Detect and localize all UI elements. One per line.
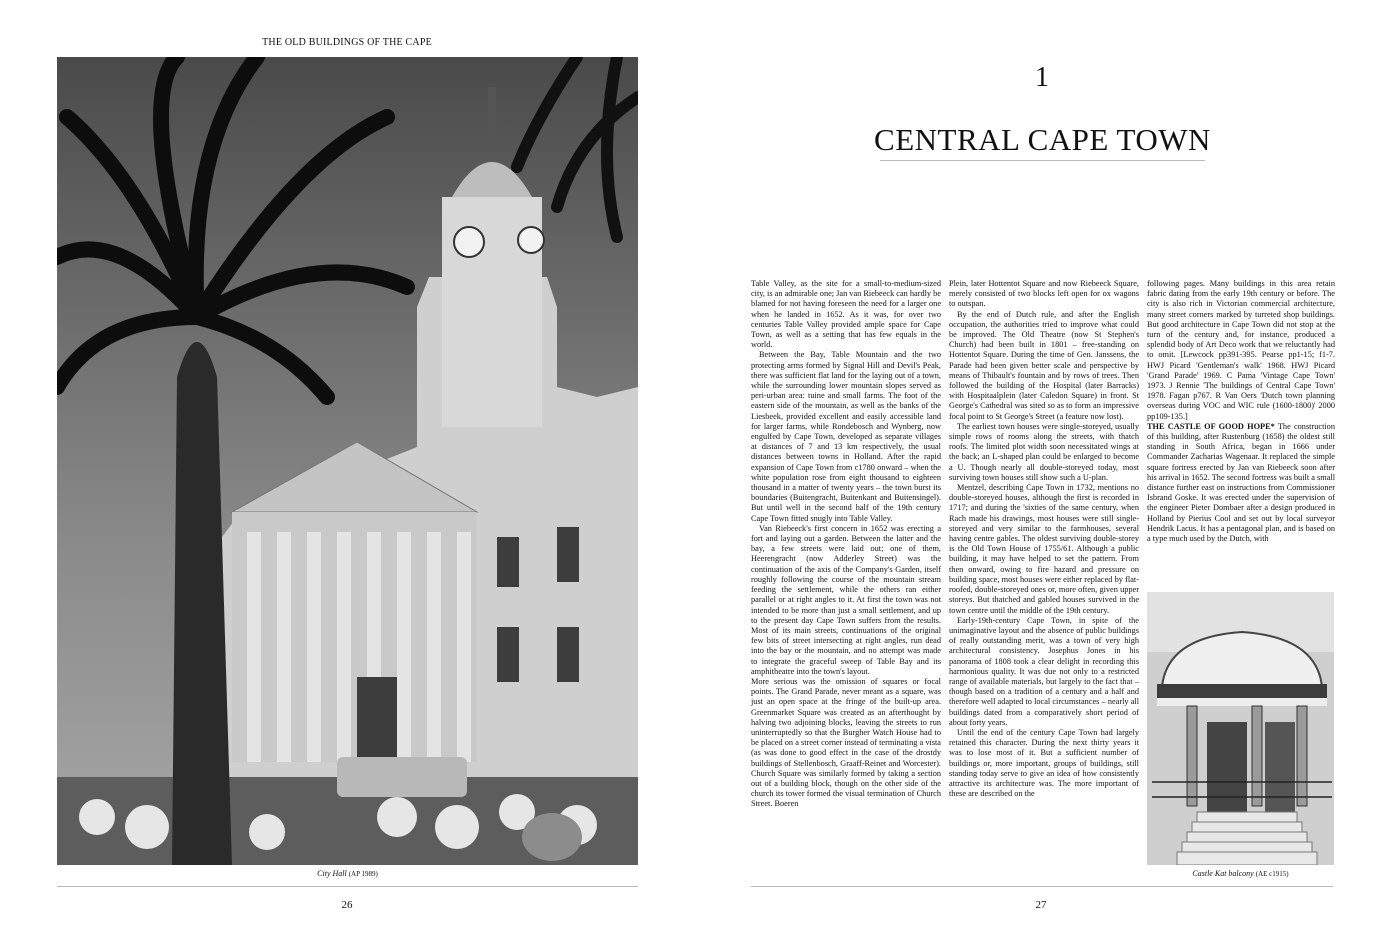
col2-paragraph: By the end of Dutch rule, and after the English occupation, the authorities tried to improve what could be improved. The Old Theatre (now St Stephen's Church) had been built in 1801 – free-standing on Hottentot Square. During the time of Gen. Janssens, the Parade had been given better scale and perspective by means of Thibault's fountain and by rows of trees. Then followed the building of the Hospital (later Barracks) with Hospitaalplein (later Caledon Square) in front. St George's Cathedral was sited so as to form an impressive focal point to St George's Street (a feature now lost). bbox=[949, 309, 1139, 421]
col2-paragraph: Plein, later Hottentot Square and now Riebeeck Square, merely consisted of two blocks left open for ox wagons to outspan. bbox=[949, 279, 1139, 309]
col2-paragraph: Until the end of the century Cape Town had largely retained this character. During the next thirty years it was to lose most of it. But a sufficient number of buildings or, more important, groups of buildings, still standing today serve to give an idea of how consistently attractive its architecture was. The more important of these are described on the bbox=[949, 727, 1139, 799]
castle-entry bbox=[1147, 422, 1335, 544]
left-photo-caption-text: City Hall bbox=[317, 869, 347, 878]
city-hall-photo-image bbox=[57, 57, 638, 865]
col3-paragraph: following pages. Many buildings in this area retain fabric dating from the early 19th century or before. The city is also rich in Victorian commercial architecture, many street corners marked by turreted shop buildings. But good architecture in Cape Town did not stop at the turn of the century and, for instance, produced a splendid body of Art Deco work that we reluctantly had to omit. [Lewcock pp391-395. Pearse pp1-15; f1-7. HWJ Picard 'Gentleman's walk' 1968. HWJ Picard 'Grand Parade' 1969. C Pama 'Vintage Cape Town' 1973. J Rennie 'The buildings of Central Cape Town' 1978. Fagan p767. R Van Oers 'Dutch town planning overseas during VOC and WIC rule (1600-1800)' 2000 pp109-135.] bbox=[1147, 279, 1335, 421]
right-photo-caption bbox=[1147, 869, 1334, 878]
chapter-number: 1 bbox=[1035, 62, 1049, 93]
col1-paragraph: Table Valley, as the site for a small-to-medium-sized city, is an admirable one; Jan van Riebeeck can hardly be blamed for not having foreseen the need for a larger one when he landed in 1652. As it was, for over two centuries Table Valley provided ample space for Cape Town, as well as a setting that has few equals in the world. bbox=[751, 279, 941, 350]
left-photo-caption bbox=[57, 869, 638, 878]
col2-paragraph: Mentzel, describing Cape Town in 1732, mentions no double-storeyed houses, although the first is recorded in 1717; and during the 'sixties of the same century, when Rach made his drawings, most houses were still single-storeyed and very similar to the farmhouses, several having centre gables. The oldest surviving double-storey is the Old Town House of 1755/61. Although a public building, it may have helped to set the pattern. From then onward, owing to fire hazard and pressure on building space, most houses were either replaced by flat-roofed, double-storeyed ones or, more often, given upper storeys. But thatched and gabled houses survived in the town centre until the middle of the 19th century. bbox=[949, 483, 1139, 615]
castle-text: The construction of this building, after Rustenburg (1658) the oldest still standing in South Africa, began in 1666 under Commander Zacharias Wagenaar. It replaced the simple square fortress erected by Jan van Riebeeck soon after his arrival in 1652. The second fortress was built a small distance further east on instructions from Commissioner Isbrand Goske. It was erected under the supervision of the engineer Pieter Dombaer after a design produced in Holland by Pierius Cool and set out by local surveyor Hendrik Lacus. It has a pentagonal plan, and is based on a type much used by the Dutch, with bbox=[1147, 421, 1335, 544]
right-footer-rule bbox=[751, 886, 1333, 887]
col1-paragraph: More serious was the omission of squares or focal points. The Grand Parade, never meant as a square, was just an open space at the fringe of the built-up area. Greenmarket Square was created as an afterthought by halving two adjoining blocks, leaving the streets to run uninterruptedly so that the Burgher Watch House had to be placed on a street corner instead of terminating a vista (as was done to good effect in the case of the drostdy buildings of Stellenbosch, Graaff-Reinet and Worcester). Church Square was similarly formed by taking a section out of a building block, though on the other side of the church its tower formed the visual termination of Church Street. Boeren bbox=[751, 676, 941, 809]
running-head: THE OLD BUILDINGS OF THE CAPE bbox=[262, 37, 432, 48]
city-hall-photo bbox=[57, 57, 638, 865]
col2-paragraph: The earliest town houses were single-storeyed, usually simple rows of rooms along the streets, with thatch roofs. The limited plot width soon necessitated wings at the back; an L-shaped plan could be enlarged to become a U. Though nearly all double-storeyed today, most surviving town houses still show such a U-plan. bbox=[949, 421, 1139, 482]
castle-balcony-image bbox=[1147, 592, 1334, 865]
castle-balcony-photo bbox=[1147, 592, 1334, 865]
right-folio: 27 bbox=[1035, 899, 1047, 911]
left-photo-credit: (AP 1989) bbox=[348, 870, 378, 878]
col1-paragraph: Van Riebeeck's first concern in 1652 was erecting a fort and laying out a garden. Between the latter and the bay, a few streets were laid out; one of them, Heerengracht (now Adderley Street) was the continuation of the axis of the Company's Garden, itself roughly following the course of the mountain stream feeding the settlement, while the others ran either parallel or at right angles to it. At first the town was not intended to be more than just a small settlement, and up to the present day Cape Town suffers from the results. Most of its main streets, continuations of the original few bits of street intersecting at right angles, run dead into the bay or the mountain, and no attempt was made to integrate the graceful sweep of Table Bay and its amphitheatre into the town's layout. bbox=[751, 523, 941, 676]
col1-paragraph: Between the Bay, Table Mountain and the two protecting arms formed by Signal Hill and Devil's Peak, there was sufficient flat land for the laying out of a town, while the surrounding lower mountain slopes served as peri-urban area: tuine and small farms. The foot of the eastern side of the mountain, as well as the banks of the Liesbeek, provided excellent and easily accessible land for larger farms, while Rondebosch and Wynberg, now engulfed by Cape Town, developed as separate villages at distances of 7 and 13 km respectively, the usual distances between towns in Holland. After the rapid expansion of Cape Town from c1780 onward – when the white population rose from eight thousand to eighteen thousand in a matter of twenty years – the town burst its boundaries (Buitengracht, Buitenkant and Buitensingel). But until well in the second half of the 19th century Cape Town fitted snugly into Table Valley. bbox=[751, 350, 941, 523]
text-column-2 bbox=[949, 279, 1139, 799]
text-column-3 bbox=[1147, 279, 1335, 589]
right-photo-credit: (AE c1915) bbox=[1255, 870, 1289, 878]
castle-heading: THE CASTLE OF GOOD HOPE* bbox=[1147, 421, 1275, 431]
text-column-1 bbox=[751, 279, 941, 810]
chapter-title: CENTRAL CAPE TOWN bbox=[874, 122, 1211, 157]
left-folio: 26 bbox=[341, 899, 353, 911]
right-photo-caption-text: Castle Kat balcony bbox=[1192, 869, 1254, 878]
col2-paragraph: Early-19th-century Cape Town, in spite of the unimaginative layout and the absence of public buildings of really outstanding merit, was a town of very high architectural consistency. Josephus Jones in his panorama of 1808 took a clear delight in recording this harmonious quality. It was due not only to a restricted range of available materials, but largely to the fact that – though based on a tradition of a century and a half and therefore well adapted to local circumstances – nearly all buildings dated from a comparatively short period of about forty years. bbox=[949, 615, 1139, 727]
left-footer-rule bbox=[57, 886, 638, 887]
chapter-title-rule bbox=[880, 160, 1205, 161]
